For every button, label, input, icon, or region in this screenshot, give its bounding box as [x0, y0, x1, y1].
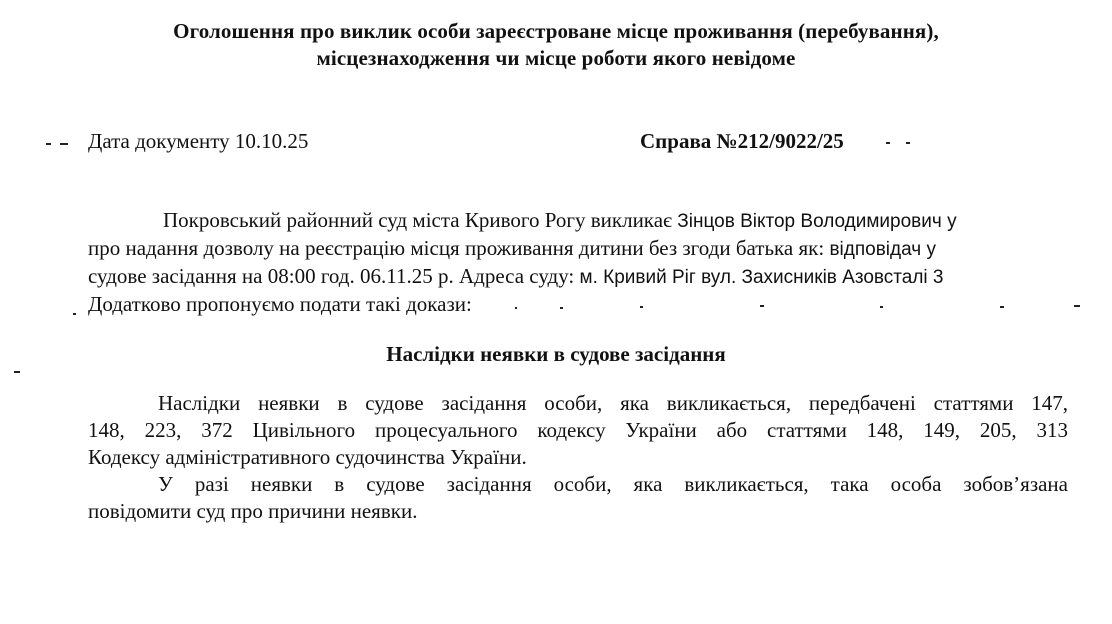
summons-line-2: [88, 234, 936, 264]
consequences-para-2-line-1: У разі неявки в судове засідання особи, яка викликається, така особа зобов’язана: [158, 472, 1068, 496]
scan-speck: [60, 143, 68, 145]
case-number-label: Справа №: [640, 129, 738, 153]
consequences-para-2-line-2: повідомити суд про причини неявки.: [88, 499, 418, 523]
scan-speck: [515, 307, 517, 309]
hearing-time-text: судове засідання на 08:00 год. 06.11.25 р. Адреса суду:: [88, 264, 575, 288]
case-number: [640, 127, 844, 155]
scan-speck: [73, 313, 76, 315]
summons-line-4: [88, 290, 472, 318]
scan-speck: [760, 305, 764, 307]
summoned-person-name: Зінцов Віктор Володимирович у: [677, 211, 957, 232]
scan-speck: [880, 306, 883, 308]
scan-speck: [46, 143, 51, 145]
notice-title-line-2: місцезнаходження чи місце роботи якого невідоме: [316, 46, 796, 70]
evidence-request-text: Додатково пропонуємо подати такі докази:: [88, 292, 472, 316]
scan-speck: [886, 142, 890, 144]
scan-speck: [1000, 306, 1004, 308]
summons-role: відповідач у: [829, 239, 936, 260]
consequences-para-1-line-3: Кодексу адміністративного судочинства України.: [88, 445, 527, 469]
summons-case-subject: про надання дозволу на реєстрацію місця проживання дитини без згоди батька як:: [88, 236, 825, 260]
scan-speck: [906, 142, 910, 144]
summons-line-3: [88, 262, 944, 292]
consequences-heading: Наслідки неявки в судове засідання: [386, 342, 726, 366]
document-date-value: 10.10.25: [234, 129, 309, 153]
document-date: [88, 127, 308, 155]
scan-speck: [560, 307, 563, 309]
case-number-value: 212/9022/25: [737, 129, 844, 153]
court-address: м. Кривий Ріг вул. Захисників Азовсталі 3: [579, 267, 944, 288]
summons-line-1: [163, 206, 957, 236]
scan-speck: [1074, 305, 1080, 307]
document-date-label: Дата документу: [88, 129, 230, 153]
scan-speck: [640, 306, 643, 308]
notice-title-line-1: Оголошення про виклик особи зареєстроване місце проживання (перебування),: [173, 19, 939, 43]
scan-speck: [14, 371, 20, 373]
summons-court-text: Покровський районний суд міста Кривого Рогу викликає: [163, 208, 673, 232]
consequences-para-1-line-2: 148, 223, 372 Цивільного процесуального кодексу України або статтями 148, 149, 205, 313: [88, 418, 1068, 442]
consequences-para-1-line-1: Наслідки неявки в судове засідання особи, яка викликається, передбачені статтями 147,: [158, 391, 1068, 415]
